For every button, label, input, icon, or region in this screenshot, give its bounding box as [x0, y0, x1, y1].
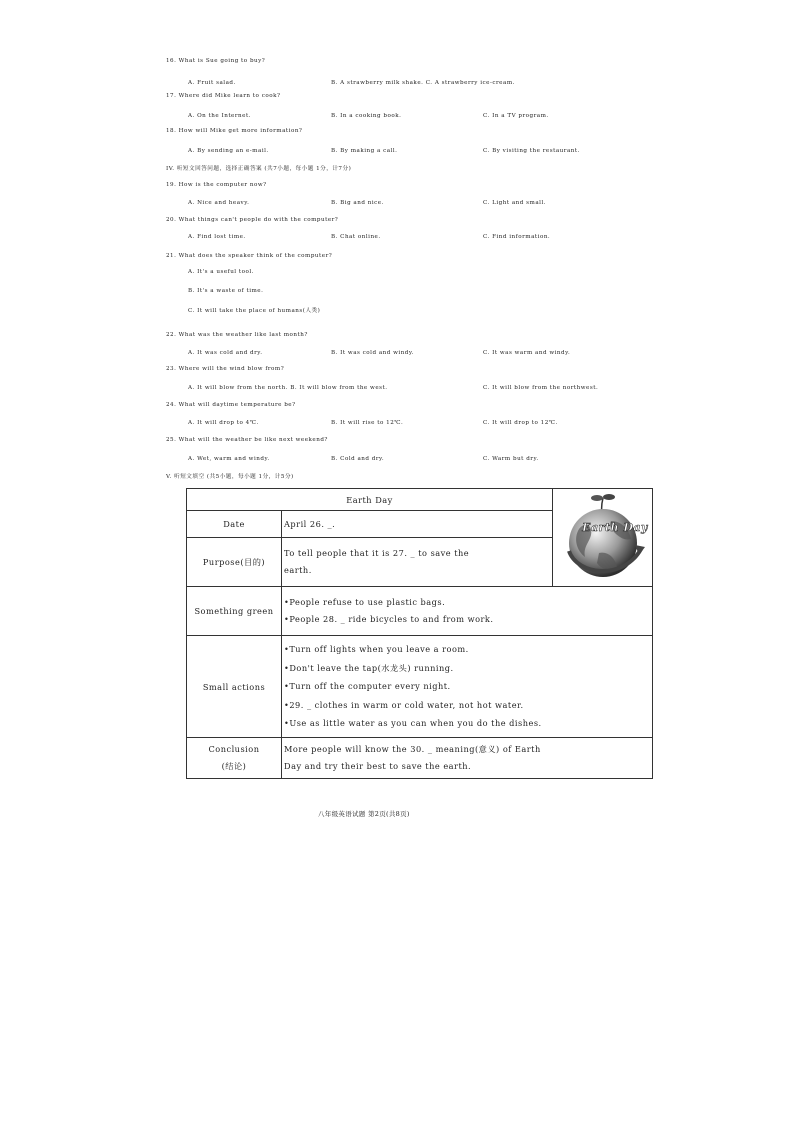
- purpose-line-1: To tell people that it is 27. _ to save the: [284, 548, 470, 558]
- action-line-5: •Use as little water as you can when you do the dishes.: [284, 718, 542, 729]
- option-22a: A. It was cold and dry.: [188, 350, 263, 356]
- row-content-date: [282, 511, 553, 538]
- option-18b: B. By making a call.: [331, 148, 398, 154]
- action-line-4: •29. _ clothes in warm or cold water, not hot water.: [284, 699, 524, 710]
- action-line-1: •Turn off lights when you leave a room.: [284, 644, 469, 655]
- option-19c: C. Light and small.: [483, 200, 547, 206]
- option-24b: B. It will rise to 12℃.: [331, 420, 404, 426]
- date-line: April 26. _.: [284, 518, 336, 529]
- green-line-1: •People refuse to use plastic bags.: [284, 597, 446, 607]
- option-24a: A. It will drop to 4℃.: [188, 420, 259, 426]
- row-content-conclusion: [282, 738, 653, 779]
- option-21c: C. It will take the place of humans(人类): [188, 308, 321, 314]
- row-content-something-green: [282, 587, 653, 636]
- question-17: 17. Where did Mike learn to cook?: [166, 93, 281, 99]
- option-20c: C. Find information.: [483, 234, 551, 240]
- earth-day-table: [186, 488, 653, 779]
- option-19b: B. Big and nice.: [331, 200, 384, 206]
- conclusion-line-2: Day and try their best to save the earth.: [284, 761, 472, 771]
- option-20a: A. Find lost time.: [188, 234, 246, 240]
- conclusion-label-cn: (结论): [221, 761, 247, 771]
- option-17b: B. In a cooking book.: [331, 113, 402, 119]
- question-24: 24. What will daytime temperature be?: [166, 402, 296, 408]
- option-23c: C. It will blow from the northwest.: [483, 385, 599, 391]
- action-line-3: •Turn off the computer every night.: [284, 681, 451, 692]
- green-line-2: •People 28. _ ride bicycles to and from work.: [284, 614, 494, 624]
- row-content-small-actions: [282, 636, 653, 738]
- option-16bc: B. A strawberry milk shake. C. A strawberry ice-cream.: [331, 80, 515, 86]
- option-25a: A. Wet, warm and windy.: [188, 456, 270, 462]
- option-20b: B. Chat online.: [331, 234, 381, 240]
- option-22c: C. It was warm and windy.: [483, 350, 571, 356]
- option-18a: A. By sending an e-mail.: [188, 148, 269, 154]
- question-22: 22. What was the weather like last month?: [166, 332, 308, 338]
- question-16: 16. What is Sue going to buy?: [166, 58, 266, 64]
- row-label-purpose: Purpose(目的): [187, 538, 282, 587]
- option-23ab: A. It will blow from the north. B. It will blow from the west.: [188, 385, 388, 391]
- option-22b: B. It was cold and windy.: [331, 350, 415, 356]
- question-23: 23. Where will the wind blow from?: [166, 366, 285, 372]
- conclusion-line-1: More people will know the 30. _ meaning(意义) of Earth: [284, 744, 541, 754]
- option-21a: A. It's a useful tool.: [188, 269, 254, 275]
- question-25: 25. What will the weather be like next weekend?: [166, 437, 328, 443]
- earth-globe-icon: [555, 491, 651, 583]
- option-18c: C. By visiting the restaurant.: [483, 148, 580, 154]
- question-18: 18. How will Mike get more information?: [166, 128, 303, 134]
- option-25b: B. Cold and dry.: [331, 456, 385, 462]
- page-footer: 八年级英语试题 第2页(共8页): [318, 810, 410, 818]
- option-17a: A. On the Internet.: [188, 113, 251, 119]
- row-label-something-green: Something green: [187, 587, 282, 636]
- table-title: Earth Day: [187, 489, 553, 511]
- conclusion-label: Conclusion: [208, 744, 260, 754]
- row-label-date: Date: [187, 511, 282, 538]
- option-25c: C. Warm but dry.: [483, 456, 539, 462]
- question-20: 20. What things can't people do with the computer?: [166, 217, 339, 223]
- option-24c: C. It will drop to 12℃.: [483, 420, 558, 426]
- image-text-earth: Earth Day: [582, 520, 648, 534]
- option-21b: B. It's a waste of time.: [188, 288, 264, 294]
- option-16a: A. Fruit salad.: [188, 80, 236, 86]
- option-17c: C. In a TV program.: [483, 113, 549, 119]
- purpose-line-2: earth.: [284, 565, 312, 575]
- section-5-heading: V. 听短文填空 (共5小题，每小题 1分，计5分): [166, 474, 294, 480]
- action-line-2: •Don't leave the tap(水龙头) running.: [284, 662, 454, 673]
- earth-day-picture: [553, 489, 653, 587]
- row-content-purpose: [282, 538, 553, 587]
- question-19: 19. How is the computer now?: [166, 182, 267, 188]
- option-19a: A. Nice and heavy.: [188, 200, 250, 206]
- row-label-small-actions: Small actions: [187, 636, 282, 738]
- question-21: 21. What does the speaker think of the computer?: [166, 253, 333, 259]
- section-4-heading: IV. 听短文回答问题，选择正确答案 (共7小题，每小题 1分，计7分): [166, 166, 352, 172]
- row-label-conclusion: [187, 738, 282, 779]
